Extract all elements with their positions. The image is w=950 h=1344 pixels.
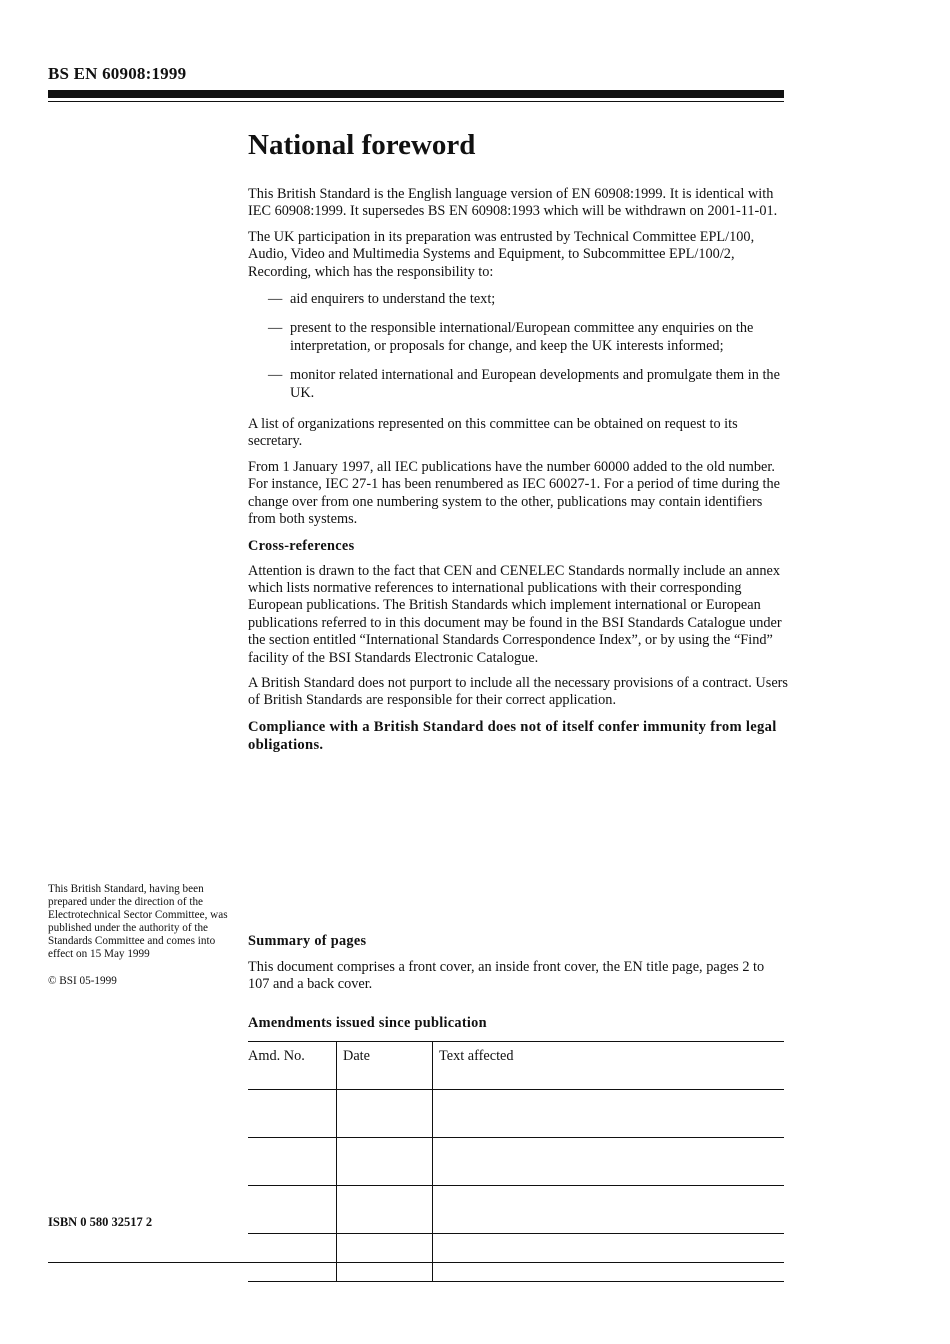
contract-paragraph: A British Standard does not purport to include all the necessary provisions of a contract. Users of British Standards are responsible for their correct application.: [248, 674, 788, 709]
header-rule-thin: [48, 101, 784, 102]
summary-section: [248, 932, 784, 1282]
summary-heading: Summary of pages: [248, 933, 367, 949]
publication-note: This British Standard, having been prepared under the direction of the Electrotechnical Sector Committee, was published under the authority of the Standards Committee and comes into effect on 15 May 1999: [48, 883, 228, 960]
dash-glyph: —: [268, 291, 283, 308]
intro-paragraph-2: The UK participation in its preparation was entrusted by Technical Committee EPL/100, Audio, Video and Multimedia Systems and Equipment, to Subcommittee EPL/100/2, Recording, which has the responsibility to:: [248, 228, 755, 280]
intro-paragraph-1: This British Standard is the English language version of EN 60908:1999. It is identical with IEC 60908:1999. It supersedes BS EN 60908:1993 which will be withdrawn on 2001-11-01.: [248, 186, 778, 220]
table-header-row: [248, 1041, 784, 1089]
organizations-paragraph: A list of organizations represented on this committee can be obtained on request to its secretary.: [248, 416, 738, 450]
dash-glyph: —: [268, 320, 283, 337]
list-item-text: aid enquirers to understand the text;: [290, 291, 496, 308]
amendments-table: [248, 1041, 784, 1282]
table-row: [248, 1185, 784, 1233]
column-header-date: Date: [337, 1041, 433, 1089]
sidebar-note: [48, 883, 234, 1002]
list-item-text: present to the responsible international/European committee any enquiries on the interpretation, or proposals for change, and keep the UK interests informed;: [290, 320, 754, 354]
summary-text: This document comprises a front cover, an inside front cover, the EN title page, pages 2 to 107 and a back cover.: [248, 959, 765, 993]
numbering-paragraph: From 1 January 1997, all IEC publications have the number 60000 added to the old number. For instance, IEC 27-1 has been renumbered as IEC 60027-1. For a period of time during the change over from one numbering system to the other, publications may contain identifiers from both systems.: [248, 458, 781, 528]
table-row: [248, 1233, 784, 1281]
table-row: [248, 1137, 784, 1185]
responsibility-list: [248, 291, 788, 402]
list-item: [268, 367, 788, 402]
cross-references-paragraph: Attention is drawn to the fact that CEN and CENELEC Standards normally include an annex which lists normative references to international publications with their corresponding European publications. The British Standards which implement international or European publications referred to in this document may be found in the BSI Standards Catalogue under the section entitled “International Standards Correspondence Index”, or by using the “Find” facility of the BSI Standards Electronic Catalogue.: [248, 562, 782, 666]
document-code: BS EN 60908:1999: [48, 64, 187, 83]
dash-glyph: —: [268, 367, 283, 384]
copyright-notice: © BSI 05-1999: [48, 975, 117, 987]
column-header-amd-no: Amd. No.: [248, 1041, 337, 1089]
compliance-statement: Compliance with a British Standard does not of itself confer immunity from legal obligations.: [248, 718, 777, 753]
cross-references-heading: Cross-references: [248, 537, 355, 554]
page-title: National foreword: [248, 129, 476, 161]
column-header-text-affected: Text affected: [433, 1041, 785, 1089]
list-item: [268, 291, 788, 308]
list-item: [268, 320, 788, 355]
header-rule: [48, 90, 784, 98]
list-item-text: monitor related international and European developments and promulgate them in the UK.: [290, 367, 780, 401]
main-content: [248, 128, 788, 762]
footer-rule: [48, 1262, 784, 1263]
amendments-heading: Amendments issued since publication: [248, 1014, 487, 1031]
isbn: ISBN 0 580 32517 2: [48, 1215, 153, 1229]
table-row: [248, 1089, 784, 1137]
